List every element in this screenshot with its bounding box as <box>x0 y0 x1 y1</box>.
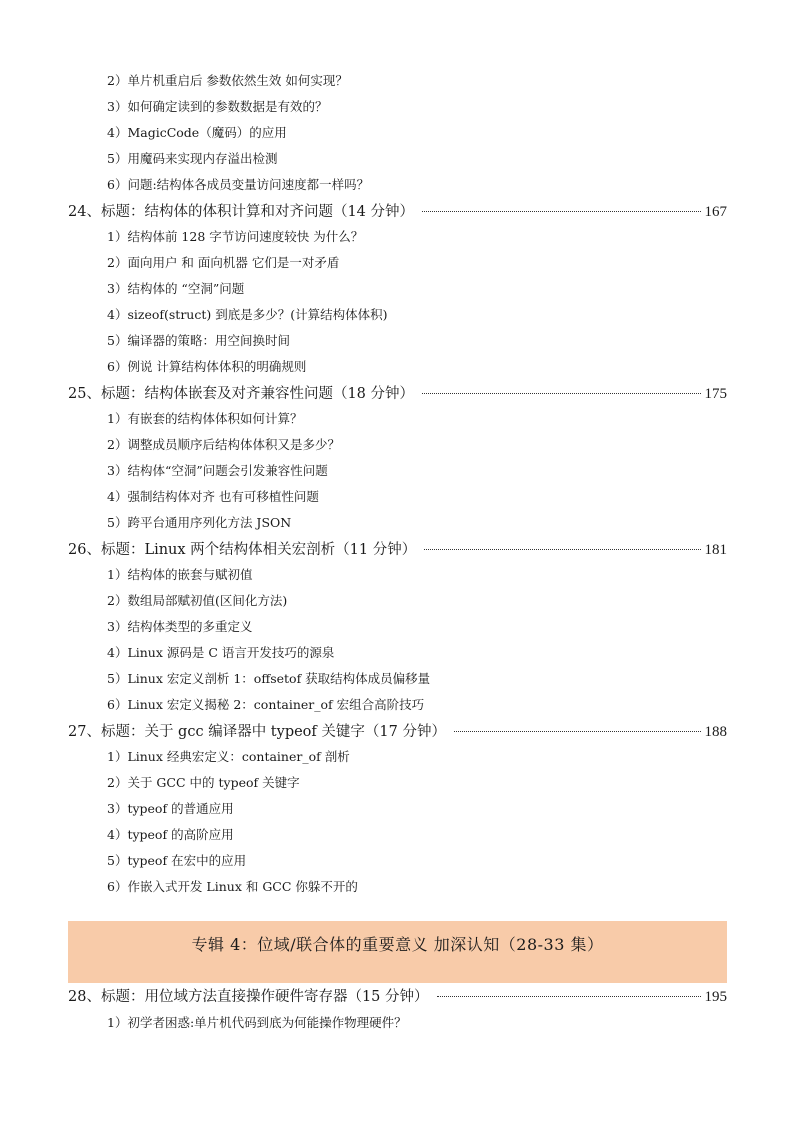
page-number: 181 <box>704 542 727 558</box>
toc-item[interactable]: 6）问题:结构体各成员变量访问速度都一样吗？ <box>107 177 370 192</box>
toc-item[interactable]: 4）Linux 源码是 C 语言开发技巧的源泉 <box>107 645 335 660</box>
toc-item[interactable]: 2）单片机重启后 参数依然生效 如何实现？ <box>107 73 348 88</box>
toc-chapter-25[interactable] <box>68 384 727 404</box>
banner-title: 专辑 4：位域/联合体的重要意义 加深认知（28-33 集） <box>191 934 604 954</box>
chapter-title: 28、标题：用位域方法直接操作硬件寄存器（15 分钟） <box>68 989 429 1005</box>
page-number: 195 <box>704 989 727 1005</box>
toc-item[interactable]: 5）typeof 在宏中的应用 <box>107 853 247 868</box>
toc-item[interactable]: 4）强制结构体对齐 也有可移植性问题 <box>107 489 319 504</box>
dot-leader <box>422 393 700 394</box>
toc-item[interactable]: 1）Linux 经典宏定义：container_of 剖析 <box>107 749 350 764</box>
toc-item[interactable]: 3）typeof 的普通应用 <box>107 801 234 816</box>
toc-item[interactable]: 5）跨平台通用序列化方法 JSON <box>107 515 292 530</box>
toc-item[interactable]: 2）面向用户 和 面向机器 它们是一对矛盾 <box>107 255 340 270</box>
toc-chapter-27[interactable] <box>68 722 727 742</box>
toc-item[interactable]: 1）初学者困惑:单片机代码到底为何能操作物理硬件？ <box>107 1015 407 1030</box>
toc-item[interactable]: 4）typeof 的高阶应用 <box>107 827 234 842</box>
toc-item[interactable]: 2）数组局部赋初值(区间化方法) <box>107 593 288 608</box>
album-banner <box>68 921 727 983</box>
toc-item[interactable]: 3）结构体的 “空洞”问题 <box>107 281 245 296</box>
chapter-title: 25、标题：结构体嵌套及对齐兼容性问题（18 分钟） <box>68 386 415 402</box>
toc-item[interactable]: 3）结构体“空洞”问题会引发兼容性问题 <box>107 463 328 478</box>
toc-item[interactable]: 4）sizeof(struct) 到底是多少？(计算结构体体积) <box>107 307 388 322</box>
dot-leader <box>437 996 701 997</box>
toc-item[interactable]: 3）结构体类型的多重定义 <box>107 619 253 634</box>
toc-item[interactable]: 1）结构体的嵌套与赋初值 <box>107 567 253 582</box>
page-number: 188 <box>704 724 727 740</box>
toc-item[interactable]: 1）有嵌套的结构体体积如何计算？ <box>107 411 303 426</box>
dot-leader <box>424 549 700 550</box>
toc-item[interactable]: 2）关于 GCC 中的 typeof 关键字 <box>107 775 300 790</box>
chapter-title: 27、标题：关于 gcc 编译器中 typeof 关键字（17 分钟） <box>68 724 446 740</box>
dot-leader <box>422 211 700 212</box>
toc-item[interactable]: 3）如何确定读到的参数数据是有效的？ <box>107 99 328 114</box>
toc-item[interactable]: 1）结构体前 128 字节访问速度较快 为什么？ <box>107 229 364 244</box>
toc-item[interactable]: 6）例说 计算结构体体积的明确规则 <box>107 359 307 374</box>
toc-item[interactable]: 5）Linux 宏定义剖析 1：offsetof 获取结构体成员偏移量 <box>107 671 431 686</box>
dot-leader <box>454 731 701 732</box>
toc-item[interactable]: 4）MagicCode（魔码）的应用 <box>107 125 287 140</box>
toc-item[interactable]: 5）用魔码来实现内存溢出检测 <box>107 151 278 166</box>
page-number: 167 <box>704 204 727 220</box>
chapter-title: 26、标题：Linux 两个结构体相关宏剖析（11 分钟） <box>68 542 417 558</box>
toc-chapter-24[interactable] <box>68 202 727 222</box>
toc-item[interactable]: 5）编译器的策略：用空间换时间 <box>107 333 290 348</box>
toc-item[interactable]: 2）调整成员顺序后结构体体积又是多少？ <box>107 437 340 452</box>
page-number: 175 <box>704 386 727 402</box>
chapter-title: 24、标题：结构体的体积计算和对齐问题（14 分钟） <box>68 204 415 220</box>
toc-item[interactable]: 6）作嵌入式开发 Linux 和 GCC 你躲不开的 <box>107 879 358 894</box>
toc-chapter-26[interactable] <box>68 540 727 560</box>
toc-chapter-28[interactable] <box>68 987 727 1007</box>
toc-item[interactable]: 6）Linux 宏定义揭秘 2：container_of 宏组合高阶技巧 <box>107 697 425 712</box>
